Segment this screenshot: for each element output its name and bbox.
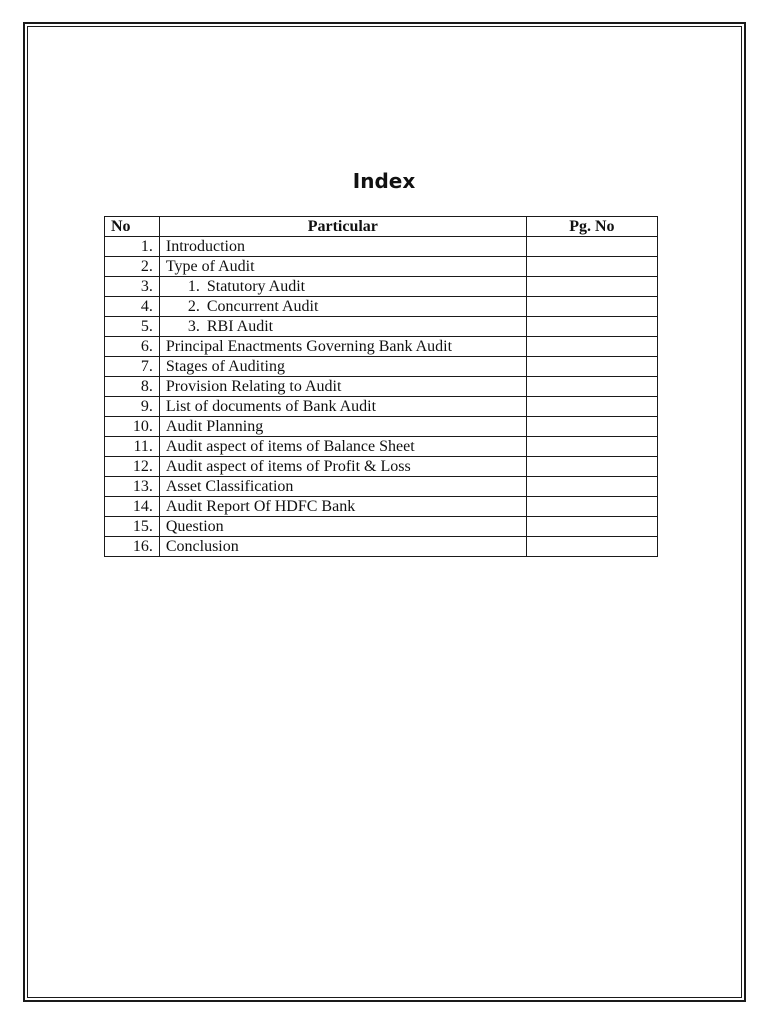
row-particular: Asset Classification bbox=[159, 477, 526, 497]
row-number: 5. bbox=[105, 317, 160, 337]
table-row bbox=[105, 457, 658, 477]
table-row bbox=[105, 257, 658, 277]
row-page-number bbox=[526, 237, 657, 257]
row-particular: Question bbox=[159, 517, 526, 537]
row-number: 1. bbox=[105, 237, 160, 257]
row-particular bbox=[159, 317, 526, 337]
sub-item-label: RBI Audit bbox=[206, 318, 274, 335]
row-page-number bbox=[526, 537, 657, 557]
row-number: 8. bbox=[105, 377, 160, 397]
sub-item-number: 3. bbox=[187, 318, 200, 335]
table-row bbox=[105, 357, 658, 377]
row-page-number bbox=[526, 317, 657, 337]
row-page-number bbox=[526, 337, 657, 357]
row-number: 11. bbox=[105, 437, 160, 457]
table-row bbox=[105, 317, 658, 337]
row-particular: Stages of Auditing bbox=[159, 357, 526, 377]
row-particular: Conclusion bbox=[159, 537, 526, 557]
table-header-row bbox=[105, 217, 658, 237]
row-particular: Principal Enactments Governing Bank Audit bbox=[159, 337, 526, 357]
row-number: 14. bbox=[105, 497, 160, 517]
row-number: 2. bbox=[105, 257, 160, 277]
row-particular: Audit aspect of items of Profit & Loss bbox=[159, 457, 526, 477]
header-particular: Particular bbox=[159, 217, 526, 237]
index-table bbox=[104, 216, 658, 557]
table-row bbox=[105, 337, 658, 357]
row-number: 9. bbox=[105, 397, 160, 417]
row-number: 7. bbox=[105, 357, 160, 377]
row-particular: Provision Relating to Audit bbox=[159, 377, 526, 397]
row-number: 6. bbox=[105, 337, 160, 357]
table-row bbox=[105, 497, 658, 517]
row-number: 16. bbox=[105, 537, 160, 557]
row-page-number bbox=[526, 417, 657, 437]
sub-item-number: 1. bbox=[187, 278, 200, 295]
row-number: 10. bbox=[105, 417, 160, 437]
page-title: Index bbox=[352, 169, 416, 193]
table-row bbox=[105, 237, 658, 257]
row-page-number bbox=[526, 357, 657, 377]
row-page-number bbox=[526, 517, 657, 537]
row-particular bbox=[159, 297, 526, 317]
row-particular: List of documents of Bank Audit bbox=[159, 397, 526, 417]
row-page-number bbox=[526, 477, 657, 497]
row-number: 13. bbox=[105, 477, 160, 497]
row-page-number bbox=[526, 277, 657, 297]
table-body bbox=[105, 237, 658, 557]
row-particular: Introduction bbox=[159, 237, 526, 257]
row-number: 12. bbox=[105, 457, 160, 477]
row-particular bbox=[159, 277, 526, 297]
table-row bbox=[105, 537, 658, 557]
row-number: 15. bbox=[105, 517, 160, 537]
row-page-number bbox=[526, 457, 657, 477]
table-row bbox=[105, 277, 658, 297]
row-page-number bbox=[526, 437, 657, 457]
row-particular: Audit Report Of HDFC Bank bbox=[159, 497, 526, 517]
sub-item-label: Concurrent Audit bbox=[206, 298, 319, 315]
row-particular: Audit aspect of items of Balance Sheet bbox=[159, 437, 526, 457]
row-number: 3. bbox=[105, 277, 160, 297]
table-row bbox=[105, 377, 658, 397]
table-row bbox=[105, 477, 658, 497]
row-page-number bbox=[526, 257, 657, 277]
row-particular: Type of Audit bbox=[159, 257, 526, 277]
row-page-number bbox=[526, 497, 657, 517]
table-row bbox=[105, 397, 658, 417]
header-no: No bbox=[105, 217, 160, 237]
row-page-number bbox=[526, 377, 657, 397]
table-row bbox=[105, 417, 658, 437]
row-particular: Audit Planning bbox=[159, 417, 526, 437]
header-page-no: Pg. No bbox=[526, 217, 657, 237]
row-page-number bbox=[526, 397, 657, 417]
row-number: 4. bbox=[105, 297, 160, 317]
row-page-number bbox=[526, 297, 657, 317]
sub-item-label: Statutory Audit bbox=[206, 278, 306, 295]
table-row bbox=[105, 437, 658, 457]
sub-item-number: 2. bbox=[187, 298, 200, 315]
table-row bbox=[105, 517, 658, 537]
table-row bbox=[105, 297, 658, 317]
